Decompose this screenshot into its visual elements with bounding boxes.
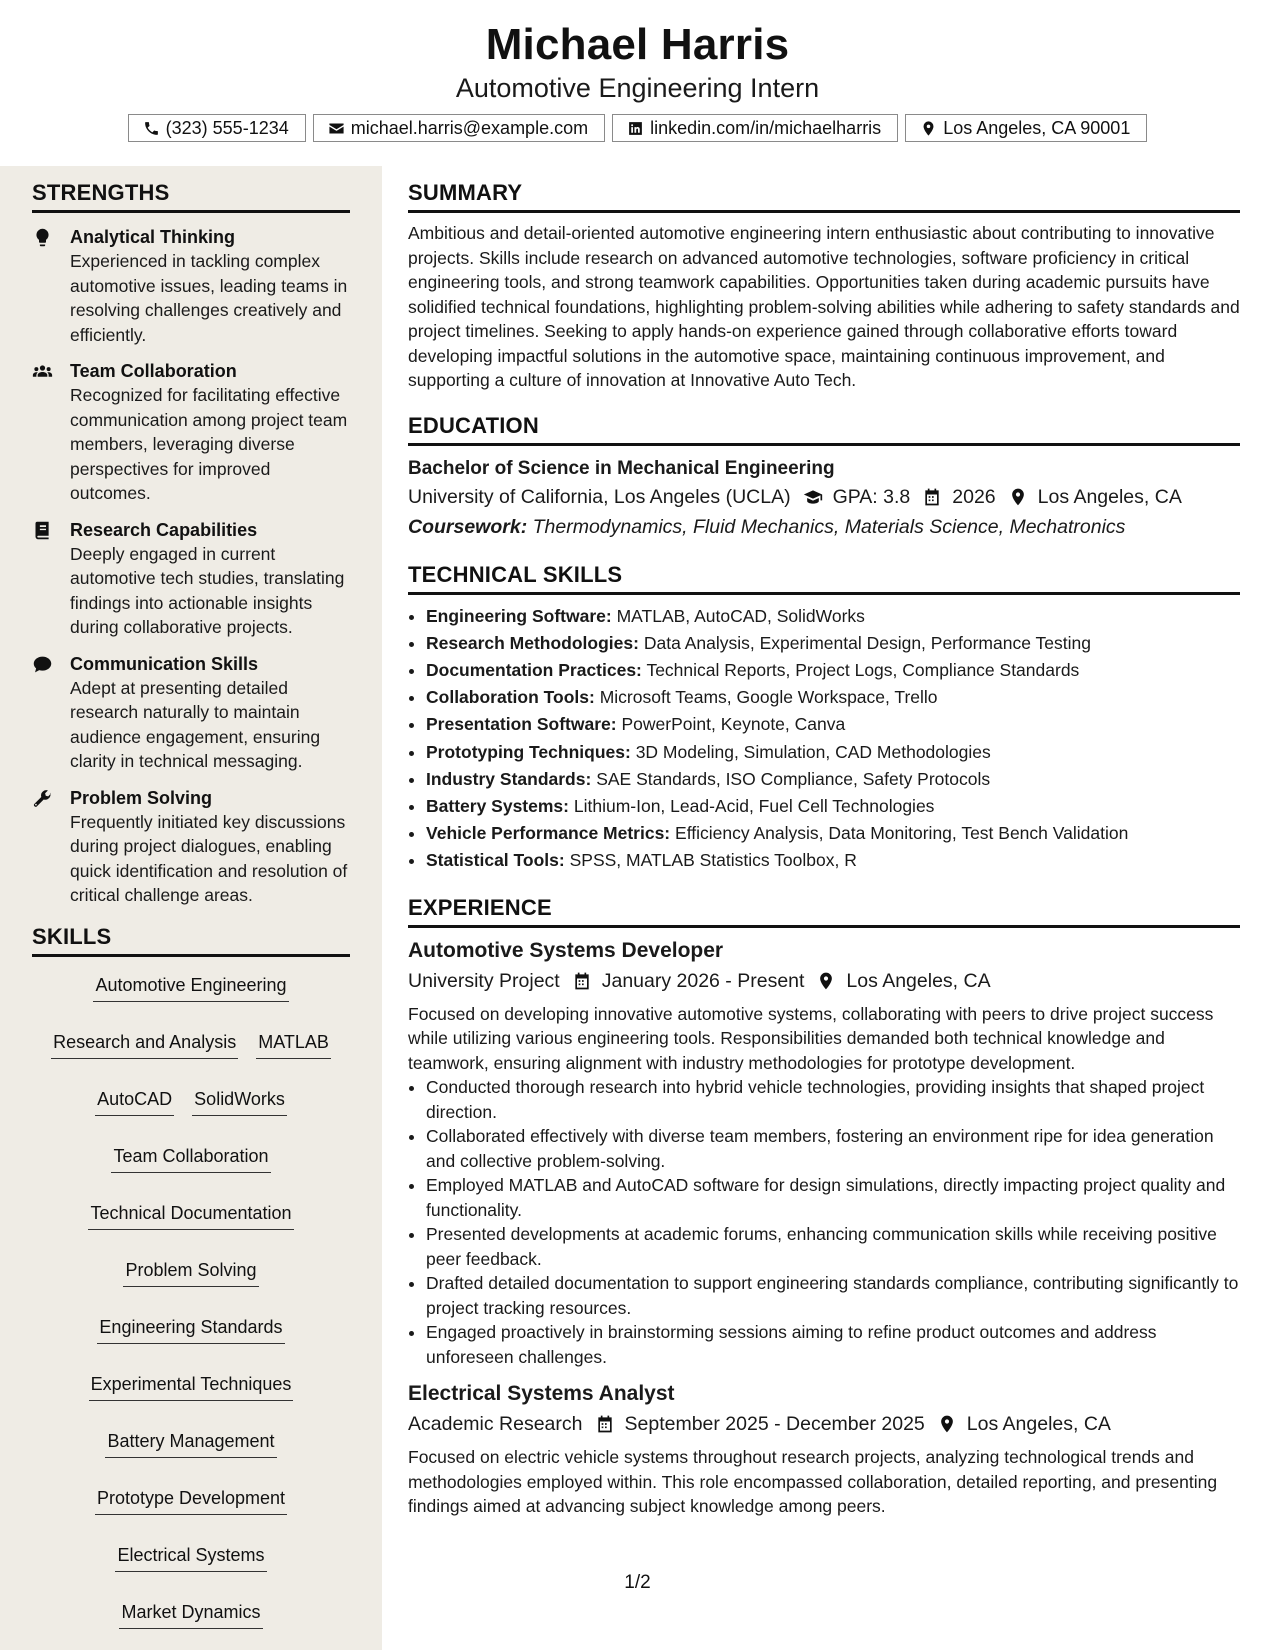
list-item: • Engaged proactively in brainstorming sessions aiming to refine product outcomes and address unforeseen challenges. xyxy=(426,1320,1240,1369)
strength-item xyxy=(32,518,350,640)
contact-bar xyxy=(0,114,1275,142)
page-number: 1/2 xyxy=(624,1572,651,1593)
skill-tag: Team Collaboration xyxy=(111,1144,270,1173)
strength-description: Recognized for facilitating effective communication among project team members, leveraging diverse perspectives for improved outcomes. xyxy=(70,385,348,503)
job-description: Focused on developing innovative automotive systems, collaborating with peers to drive project success while utilizing various engineering tools. Responsibilities demanded both technical knowledge and teamwork, ensuring alignment with industry methodologies for prototype development. xyxy=(408,1003,1214,1073)
graduation-cap-icon xyxy=(803,487,823,507)
strength-description: Experienced in tackling complex automotive issues, leading teams in resolving challenges creatively and efficiently. xyxy=(70,251,348,345)
strength-title: Analytical Thinking xyxy=(70,227,236,247)
strength-title: Communication Skills xyxy=(70,653,259,674)
calendar-icon xyxy=(595,1414,615,1434)
skill-values: Microsoft Teams, Google Workspace, Trello xyxy=(599,687,938,708)
linkedin-text: linkedin.com/in/michaelharris xyxy=(650,117,882,138)
skill-tag: Automotive Engineering xyxy=(93,973,288,1002)
list-item xyxy=(426,657,1240,684)
job-dates: September 2025 - December 2025 xyxy=(624,1413,925,1436)
calendar-icon xyxy=(572,971,592,991)
school-name: University of California, Los Angeles (UCLA) xyxy=(408,485,791,508)
contact-linkedin[interactable] xyxy=(612,114,898,142)
book-icon xyxy=(32,520,53,541)
skill-values: Technical Reports, Project Logs, Compliance Standards xyxy=(646,659,1080,680)
gpa-value: GPA: 3.8 xyxy=(832,485,911,508)
main-column xyxy=(408,180,1240,1519)
strength-description: Deeply engaged in current automotive tech studies, translating findings into actionable insights during collaborative projects. xyxy=(70,543,345,637)
skill-values: Efficiency Analysis, Data Monitoring, Test Bench Validation xyxy=(675,823,1129,844)
summary-heading: SUMMARY xyxy=(408,180,1240,213)
skill-values: SAE Standards, ISO Compliance, Safety Protocols xyxy=(596,768,991,789)
strength-description: Adept at presenting detailed research naturally to maintain audience engagement, ensuring clarity in technical messaging. xyxy=(70,677,321,771)
strength-title: Team Collaboration xyxy=(70,361,237,381)
skill-category: Battery Systems: xyxy=(426,795,569,816)
sidebar xyxy=(0,166,382,1650)
list-item xyxy=(426,820,1240,847)
list-item: • Presented developments at academic forums, enhancing communication skills while receiving positive peer feedback. xyxy=(426,1222,1240,1271)
list-item: • Collaborated effectively with diverse team members, fostering an environment ripe for idea generation and collective problem-solving. xyxy=(426,1124,1240,1173)
list-item xyxy=(426,766,1240,793)
list-item xyxy=(426,684,1240,711)
skill-category: Documentation Practices: xyxy=(426,659,642,680)
map-marker-icon xyxy=(920,120,937,137)
list-item xyxy=(426,739,1240,766)
map-marker-icon xyxy=(1008,487,1028,507)
skill-tag: Research and Analysis xyxy=(51,1030,238,1059)
wrench-icon xyxy=(32,788,53,809)
coursework-label: Coursework: xyxy=(408,515,528,538)
contact-email[interactable] xyxy=(313,114,605,142)
envelope-icon xyxy=(328,120,345,137)
job-title: Automotive Systems Developer xyxy=(408,938,724,962)
job-bullets xyxy=(408,1075,1240,1369)
skill-values: Data Analysis, Experimental Design, Performance Testing xyxy=(643,632,1091,653)
skill-tags xyxy=(32,969,350,1629)
skill-values: SPSS, MATLAB Statistics Toolbox, R xyxy=(569,850,857,871)
strength-item xyxy=(32,786,350,908)
education-heading: EDUCATION xyxy=(408,413,1240,446)
skill-category: Vehicle Performance Metrics: xyxy=(426,823,671,844)
skill-tag: Prototype Development xyxy=(95,1486,287,1515)
phone-icon xyxy=(143,120,160,137)
skill-values: Lithium-Ion, Lead-Acid, Fuel Cell Technologies xyxy=(573,795,935,816)
candidate-title: Automotive Engineering Intern xyxy=(455,73,820,103)
map-marker-icon xyxy=(816,971,836,991)
candidate-name: Michael Harris xyxy=(485,20,790,69)
comment-icon xyxy=(32,654,53,675)
skill-category: Statistical Tools: xyxy=(426,850,565,871)
skill-tag: Market Dynamics xyxy=(119,1600,262,1629)
skill-category: Presentation Software: xyxy=(426,714,617,735)
skill-category: Research Methodologies: xyxy=(426,632,639,653)
skill-category: Engineering Software: xyxy=(426,605,612,626)
strength-title: Problem Solving xyxy=(70,787,213,808)
skill-values: 3D Modeling, Simulation, CAD Methodologies xyxy=(635,741,991,762)
list-item xyxy=(426,793,1240,820)
skill-tag: Electrical Systems xyxy=(115,1543,266,1572)
phone-text: (323) 555-1234 xyxy=(165,117,289,138)
degree-title: Bachelor of Science in Mechanical Engineering xyxy=(408,457,835,479)
job-description: Focused on electric vehicle systems throughout research projects, analyzing technological trends and methodologies employed within. This role encompassed collaboration, detailed reporting, and presenting findings aimed at advancing subject knowledge among peers. xyxy=(408,1447,1218,1517)
list-item: • Conducted thorough research into hybrid vehicle technologies, providing insights that shaped project direction. xyxy=(426,1075,1240,1124)
lightbulb-icon xyxy=(32,227,53,248)
linkedin-icon xyxy=(627,120,644,137)
job-org: Academic Research xyxy=(408,1413,583,1436)
technical-skills-heading: TECHNICAL SKILLS xyxy=(408,562,1240,595)
skill-tag: SolidWorks xyxy=(192,1087,287,1116)
strength-item xyxy=(32,359,350,506)
email-text: michael.harris@example.com xyxy=(350,117,589,138)
coursework-list: Thermodynamics, Fluid Mechanics, Materials Science, Mechatronics xyxy=(532,515,1126,538)
strength-item xyxy=(32,652,350,774)
list-item xyxy=(426,711,1240,738)
technical-skills-list xyxy=(408,603,1240,875)
skill-tag: Experimental Techniques xyxy=(89,1372,294,1401)
job-location: Los Angeles, CA xyxy=(846,969,991,992)
list-item: • Employed MATLAB and AutoCAD software for design simulations, directly impacting project quality and functionality. xyxy=(426,1173,1240,1222)
contact-location[interactable] xyxy=(905,114,1147,142)
summary-text: Ambitious and detail-oriented automotive engineering intern enthusiastic about contributing to innovative projects. Skills include research on advanced automotive technologies, software proficiency in critical engineering tools, and strong teamwork capabilities. Opportunities taken during academic pursuits have solidified technical foundations, highlighting problem-solving abilities while adhering to safety standards and project timelines. Seeking to apply hands-on experience gained through collaborative efforts toward developing impactful solutions in the automotive space, maintaining continuous improvement, and supporting a culture of innovation at Innovative Auto Tech. xyxy=(408,223,1240,390)
job-title: Electrical Systems Analyst xyxy=(408,1382,675,1406)
skill-tag: Technical Documentation xyxy=(88,1201,293,1230)
strengths-heading: STRENGTHS xyxy=(32,180,350,213)
location-text: Los Angeles, CA 90001 xyxy=(943,117,1131,138)
skill-values: PowerPoint, Keynote, Canva xyxy=(621,714,846,735)
list-item xyxy=(426,630,1240,657)
skill-tag: Battery Management xyxy=(105,1429,276,1458)
list-item xyxy=(426,847,1240,874)
skills-heading: SKILLS xyxy=(32,924,350,957)
users-icon xyxy=(32,361,53,382)
job-dates: January 2026 - Present xyxy=(601,969,805,992)
contact-phone[interactable] xyxy=(128,114,306,142)
skill-values: MATLAB, AutoCAD, SolidWorks xyxy=(616,605,865,626)
education-meta xyxy=(408,482,1240,512)
list-item xyxy=(426,603,1240,630)
strength-title: Research Capabilities xyxy=(70,519,258,540)
job-meta xyxy=(408,1409,1240,1439)
skill-tag: Engineering Standards xyxy=(97,1315,284,1344)
skill-category: Industry Standards: xyxy=(426,768,592,789)
list-item: • Drafted detailed documentation to support engineering standards compliance, contributing significantly to project tracking resources. xyxy=(426,1271,1240,1320)
skill-category: Prototyping Techniques: xyxy=(426,741,631,762)
skill-tag: Problem Solving xyxy=(123,1258,258,1287)
education-location: Los Angeles, CA xyxy=(1037,485,1182,508)
job-meta xyxy=(408,966,1240,996)
coursework xyxy=(408,512,1240,542)
skill-category: Collaboration Tools: xyxy=(426,687,595,708)
graduation-year: 2026 xyxy=(952,485,996,508)
skill-tag: AutoCAD xyxy=(95,1087,174,1116)
calendar-icon xyxy=(922,487,942,507)
strength-description: Frequently initiated key discussions during project dialogues, enabling quick identification and resolution of critical challenge areas. xyxy=(70,811,348,905)
skill-tag: MATLAB xyxy=(256,1030,331,1059)
experience-heading: EXPERIENCE xyxy=(408,895,1240,928)
strength-item xyxy=(32,225,350,347)
job-location: Los Angeles, CA xyxy=(966,1413,1111,1436)
map-marker-icon xyxy=(937,1414,957,1434)
job-org: University Project xyxy=(408,969,560,992)
